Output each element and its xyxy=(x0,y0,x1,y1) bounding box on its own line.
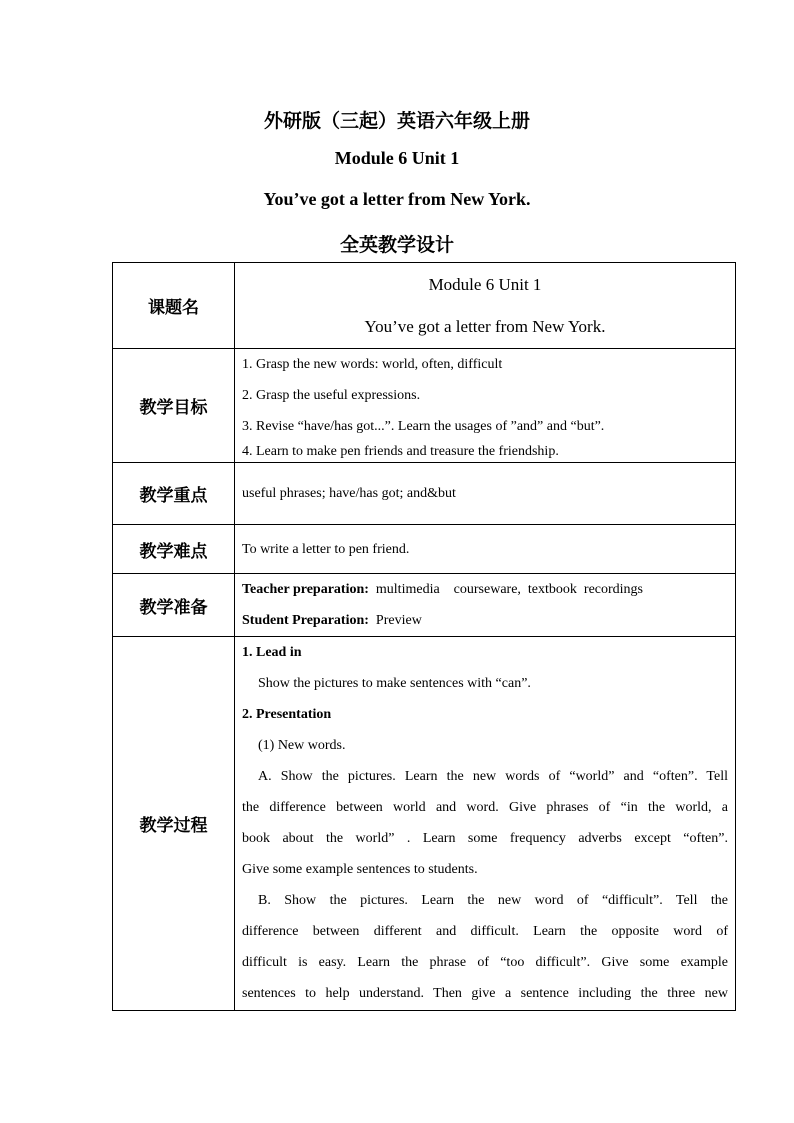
difficulties-content xyxy=(235,525,736,574)
para-b-line: difference between different and difficult. Learn the opposite word of xyxy=(242,924,728,939)
topic-row xyxy=(113,263,736,349)
objective-item: 1. Grasp the new words: world, often, difficult xyxy=(242,357,503,372)
para-a-line: A. Show the pictures. Learn the new words of “world” and “often”. Tell xyxy=(258,769,728,784)
topic-line-2: You’ve got a letter from New York. xyxy=(364,317,606,336)
objectives-content xyxy=(235,349,736,463)
step2-heading: 2. Presentation xyxy=(242,707,332,722)
difficulties-text: To write a letter to pen friend. xyxy=(242,541,410,557)
objectives-row xyxy=(113,349,736,463)
difficulties-label: 教学难点 xyxy=(113,525,235,574)
lesson-title-heading: You’ve got a letter from New York. xyxy=(263,189,531,209)
para-b-line: B. Show the pictures. Learn the new word of “difficult”. Tell the xyxy=(258,893,728,908)
topic-label: 课题名 xyxy=(113,263,235,349)
topic-content xyxy=(235,263,736,349)
module-unit-heading: Module 6 Unit 1 xyxy=(334,148,460,168)
student-preparation-label: Student Preparation: xyxy=(242,613,369,628)
teacher-preparation-label: Teacher preparation: xyxy=(242,582,369,597)
para-b-line: difficult is easy. Learn the phrase of “too difficult”. Give some example xyxy=(242,955,728,970)
lesson-plan-table xyxy=(112,262,736,1011)
objectives-label: 教学目标 xyxy=(113,349,235,463)
document-title: 外研版（三起）英语六年级上册 xyxy=(263,110,530,132)
student-preparation-text: Preview xyxy=(368,613,422,628)
objective-item: 4. Learn to make pen friends and treasure the friendship. xyxy=(242,444,559,459)
new-words-subheading: (1) New words. xyxy=(258,738,346,753)
objective-item: 2. Grasp the useful expressions. xyxy=(242,388,421,403)
para-a-line: the difference between world and word. Give phrases of “in the world, a xyxy=(242,800,728,815)
step1-text: Show the pictures to make sentences with “can”. xyxy=(258,676,531,691)
preparation-row xyxy=(113,574,736,637)
difficulties-row xyxy=(113,525,736,574)
topic-line-1: Module 6 Unit 1 xyxy=(428,275,542,294)
process-label: 教学过程 xyxy=(113,637,235,1011)
preparation-content xyxy=(235,574,736,637)
step1-heading: 1. Lead in xyxy=(242,645,302,660)
preparation-label: 教学准备 xyxy=(113,574,235,637)
key-points-label: 教学重点 xyxy=(113,463,235,525)
student-preparation xyxy=(242,605,728,636)
para-a-line: Give some example sentences to students. xyxy=(242,862,478,877)
para-b-line: sentences to help understand. Then give a sentence including the three new xyxy=(242,986,728,1001)
teacher-preparation-text: multimedia courseware, textbook recordings xyxy=(368,582,643,597)
key-points-content xyxy=(235,463,736,525)
process-row xyxy=(113,637,736,1011)
objective-item: 3. Revise “have/has got...”. Learn the usages of ”and” and “but”. xyxy=(242,419,605,434)
process-content xyxy=(235,637,736,1011)
para-a-line: book about the world” . Learn some frequency adverbs except “often”. xyxy=(242,831,728,846)
key-points-text: useful phrases; have/has got; and&but xyxy=(242,486,456,501)
key-points-row xyxy=(113,463,736,525)
design-title-heading: 全英教学设计 xyxy=(339,234,454,256)
teacher-preparation xyxy=(242,574,728,605)
